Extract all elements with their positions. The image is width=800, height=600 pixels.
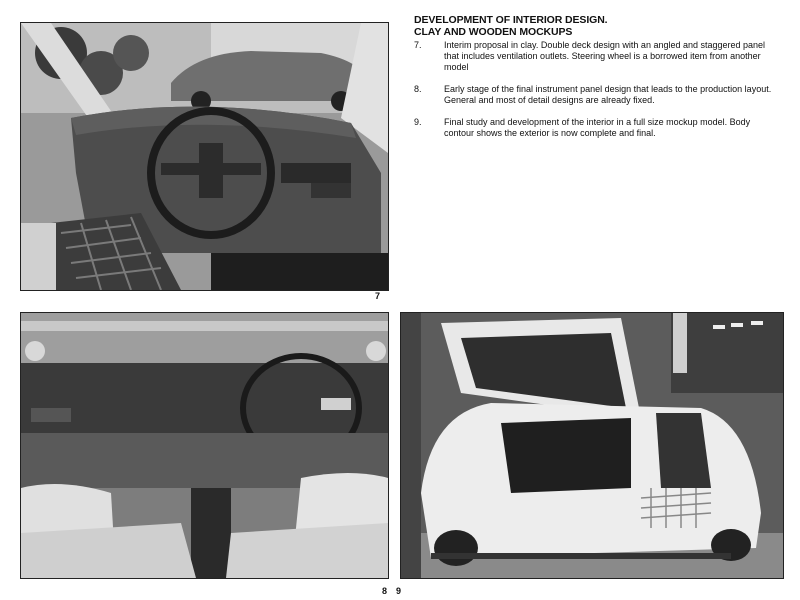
- item-text: Final study and development of the interior in a full size mockup model. Body contour shows the exterior is now complete and final.: [444, 117, 751, 138]
- item-number: 8.: [414, 84, 422, 94]
- photo-7-caption: 7: [375, 291, 381, 301]
- photo-clay-interior-mockup: [20, 22, 389, 291]
- item-number: 9.: [414, 117, 422, 127]
- photo-instrument-panel-mockup: [20, 312, 389, 579]
- item-number: 7.: [414, 40, 422, 50]
- list-item: [414, 40, 782, 73]
- photo-8-caption: 8: [382, 586, 388, 596]
- heading-line-1: DEVELOPMENT OF INTERIOR DESIGN.: [414, 14, 608, 26]
- caption-list: [414, 40, 782, 139]
- item-text: Interim proposal in clay. Double deck design with an angled and staggered panel that includes ventilation outlets. Steering wheel is a borrowed item from another model: [444, 40, 766, 72]
- description-text-block: [414, 14, 782, 150]
- item-text: Early stage of the final instrument panel design that leads to the production layout. General and most of detail designs are already fixed.: [444, 84, 772, 105]
- photo-full-size-body-mockup: [400, 312, 784, 579]
- heading-line-2: CLAY AND WOODEN MOCKUPS: [414, 26, 573, 38]
- photo-9-caption: 9: [396, 586, 402, 596]
- list-item: [414, 117, 782, 139]
- list-item: [414, 84, 782, 106]
